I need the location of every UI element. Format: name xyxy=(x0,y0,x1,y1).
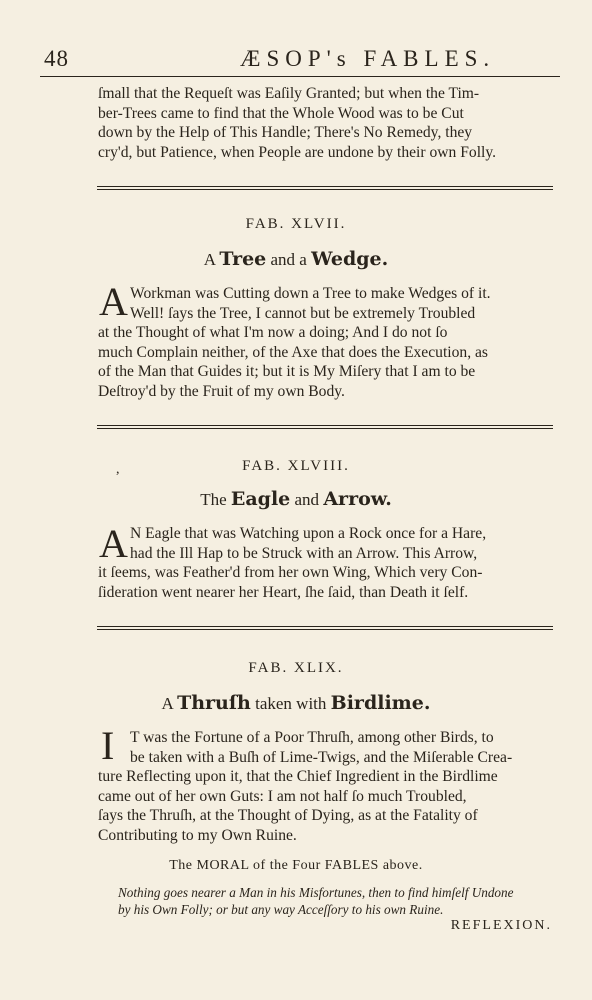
fable-47-title: A Tree and a Wedge. xyxy=(203,248,389,270)
fable-48-title: The Eagle and Arrow. xyxy=(200,488,392,510)
text-line: ſideration went nearer her Heart, ſhe ſaid, than Death it ſelf. xyxy=(98,583,469,601)
fable-48-text xyxy=(98,563,550,602)
text-line: Contributing to my Own Ruine. xyxy=(98,826,297,844)
header-rule xyxy=(40,76,560,77)
section-rule xyxy=(97,425,553,429)
text-line: had the Ill Hap to be Struck with an Arrow. This Arrow, xyxy=(130,544,478,562)
text-line: at the Thought of what I'm now a doing; And I do not ſo xyxy=(98,324,448,341)
text-line: ber-Trees came to find that the Whole Wood was to be Cut xyxy=(98,104,464,122)
text-line: Nothing goes nearer a Man in his Misfortunes, then to find himſelf Undone xyxy=(118,885,514,900)
fable-49-title: A Thruſh taken with Birdlime. xyxy=(161,692,431,714)
fable-49-text xyxy=(98,767,550,845)
text-line: Workman was Cutting down a Tree to make Wedges of it. xyxy=(130,285,491,302)
running-title: ÆSOP's FABLES. xyxy=(240,46,496,71)
section-rule xyxy=(97,186,553,190)
moral-text xyxy=(118,884,554,918)
fable-47-number: FAB. XLVII. xyxy=(245,216,347,232)
section-rule xyxy=(97,626,553,630)
fable-49-number: FAB. XLIX. xyxy=(248,660,344,676)
text-line: down by the Help of This Handle; There's No Remedy, they xyxy=(98,124,473,142)
page-number: 48 xyxy=(44,46,69,71)
text-line: Well! ſays the Tree, I cannot but be extremely Troubled xyxy=(130,304,476,322)
text-line: came out of her own Guts: I am not half ſo much Troubled, xyxy=(98,787,467,805)
text-line: cry'd, but Patience, when People are undone by their own Folly. xyxy=(98,143,497,161)
fable-49-text-indented xyxy=(130,728,550,767)
text-line: of the Man that Guides it; but it is My Miſery that I am to be xyxy=(98,363,476,381)
fable-47-text xyxy=(98,323,550,401)
text-line: Deſtroy'd by the Fruit of my own Body. xyxy=(98,382,345,400)
moral-heading: The MORAL of the Four FABLES above. xyxy=(169,858,423,873)
fable-48-text-indented xyxy=(130,524,550,563)
fable-47-text-indented xyxy=(130,284,550,323)
page-header xyxy=(40,40,560,80)
text-line: T was the Fortune of a Poor Thruſh, among other Birds, to xyxy=(130,729,494,746)
fable-48-number: FAB. XLVIII. xyxy=(242,458,350,474)
catchword: REFLEXION. xyxy=(450,918,552,933)
text-line: much Complain neither, of the Axe that does the Execution, as xyxy=(98,343,488,361)
text-line: by his Own Folly; or but any way Acceſſory to his own Ruine. xyxy=(118,902,444,917)
text-line: be taken with a Buſh of Lime-Twigs, and the Miſerable Crea- xyxy=(130,748,513,766)
drop-cap: I xyxy=(101,723,115,768)
text-line: ture Reflecting upon it, that the Chief Ingredient in the Birdlime xyxy=(98,768,498,785)
drop-cap: A xyxy=(99,521,128,566)
text-line: N Eagle that was Watching upon a Rock once for a Hare, xyxy=(130,525,487,542)
stray-mark: , xyxy=(116,462,120,477)
text-line: it ſeems, was Feather'd from her own Wing, Which very Con- xyxy=(98,564,483,581)
text-line: ſmall that the Requeſt was Eaſily Granted; but when the Tim- xyxy=(98,85,480,102)
text-line: ſays the Thruſh, at the Thought of Dying, as at the Fatality of xyxy=(98,807,478,825)
continuation-paragraph xyxy=(98,84,550,162)
drop-cap: A xyxy=(99,279,128,324)
